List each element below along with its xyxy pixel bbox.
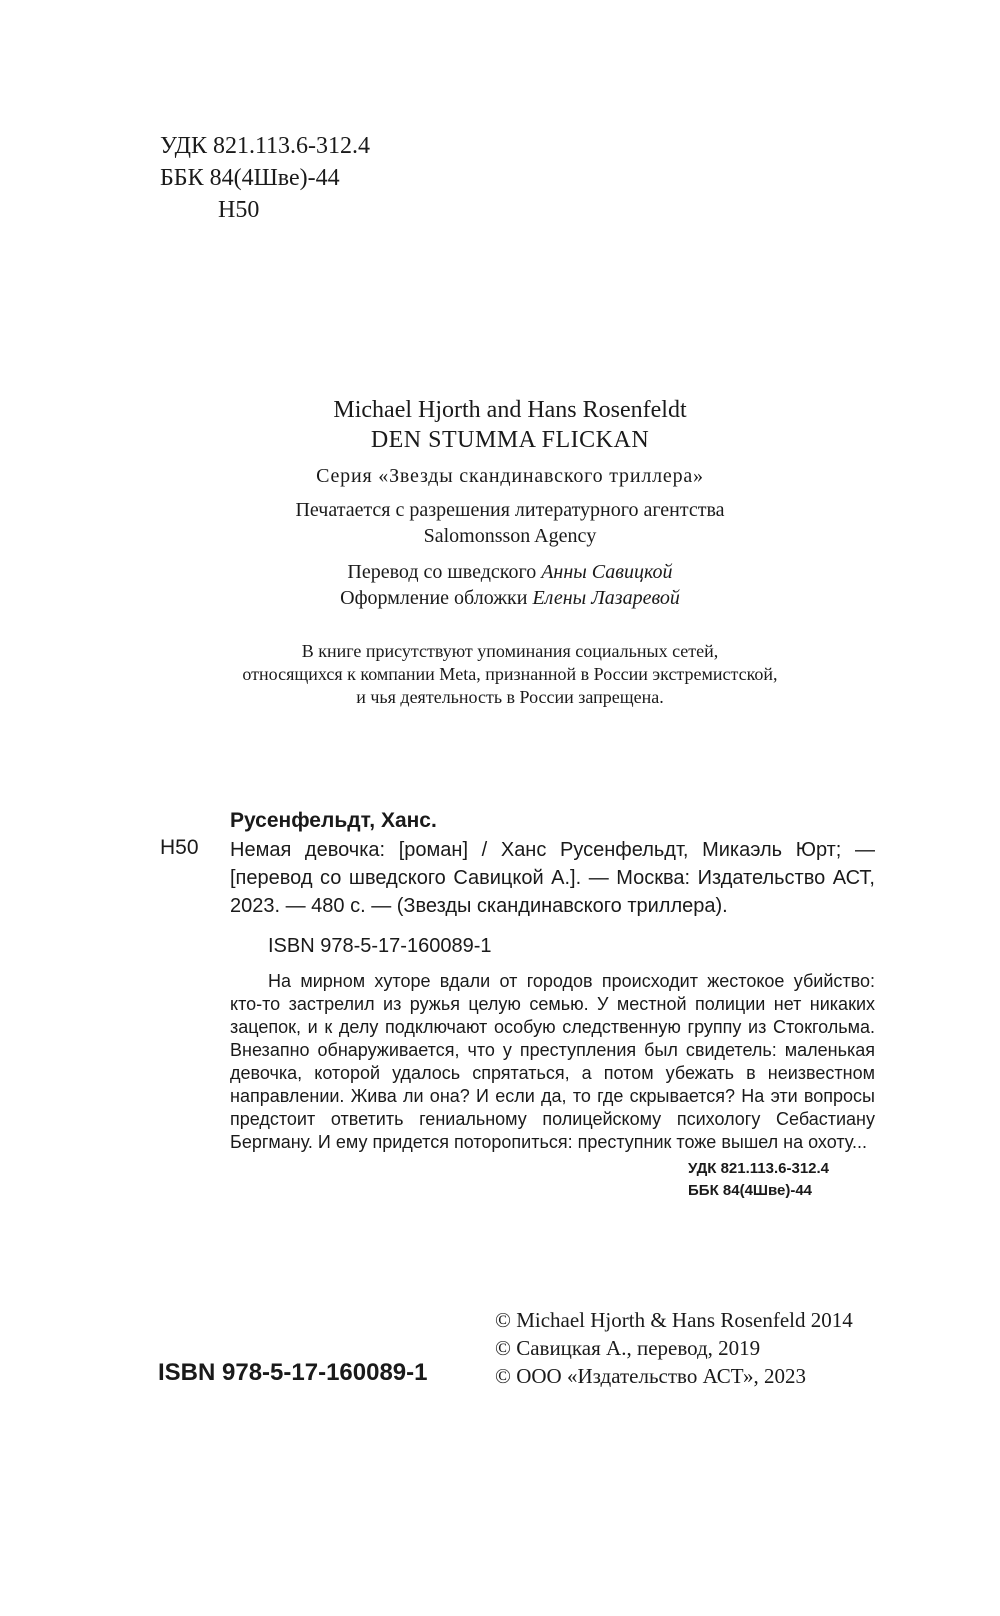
author-mark: Н50: [218, 197, 260, 223]
legal-notice: [160, 640, 860, 709]
record-index-mark: Н50: [160, 836, 199, 859]
translator-prefix: Перевод со шведского: [347, 561, 542, 583]
classification-codes-small: [230, 1158, 875, 1202]
original-title: DEN STUMMA FLICKAN: [370, 427, 650, 453]
copyright-line: © Michael Hjorth & Hans Rosenfeld 2014: [495, 1308, 853, 1332]
cover-designer-name: Елены Лазаревой: [532, 587, 680, 609]
record-author-heading: Русенфельдт, Ханс.: [230, 809, 437, 832]
permission-notice: [160, 497, 860, 549]
copyright-line: © Савицкая А., перевод, 2019: [495, 1336, 761, 1360]
notice-line: относящихся к компании Meta, признанной в России экстремистской,: [242, 664, 778, 684]
copyright-line: © ООО «Издательство АСТ», 2023: [495, 1364, 806, 1388]
series-line: Серия «Звезды скандинавского триллера»: [316, 465, 704, 487]
permission-line: Печатается с разрешения литературного агентства: [295, 499, 725, 521]
copyright-block: [495, 1306, 853, 1390]
bbk-code: ББК 84(4Шве)-44: [160, 165, 340, 191]
original-authors: Michael Hjorth and Hans Rosenfeldt: [333, 397, 687, 423]
translator-name: Анны Савицкой: [541, 561, 673, 583]
udk-code-small: УДК 821.113.6-312.4: [688, 1160, 830, 1177]
bibliographic-record: [230, 806, 875, 1202]
agency-name: Salomonsson Agency: [423, 525, 597, 547]
cover-prefix: Оформление обложки: [340, 587, 533, 609]
notice-line: В книге присутствуют упоминания социальных сетей,: [301, 641, 719, 661]
bbk-code-small: ББК 84(4Шве)-44: [688, 1182, 813, 1199]
record-isbn: ISBN 978-5-17-160089-1: [268, 935, 492, 957]
credits-block: [160, 395, 860, 611]
classification-codes-top: [160, 130, 370, 226]
notice-line: и чья деятельность в России запрещена.: [356, 687, 664, 707]
record-description: Немая девочка: [роман] / Ханс Русенфельдт, Микаэль Юрт; — [перевод со шведского Савицкой А.]. — Москва: Издательство АСТ, 2023. — 480 с. — (Звезды скандинавского триллера).: [230, 839, 875, 917]
cover-designer-line: [160, 585, 860, 611]
translator-line: [160, 559, 860, 585]
translation-credits: [160, 559, 860, 611]
book-annotation: На мирном хуторе вдали от городов происходит жестокое убийство: кто-то застрелил из ружья целую семью. У местной полиции нет никаких зацепок, и к делу подключают особую следственную группу из Стокгольма. Внезапно обнаруживается, что у преступления был свидетель: маленькая девочка, которой удалось спрятаться, а потом убежать в неизвестном направлении. Жива ли она? И если да, то где скрывается? На эти вопросы предстоит ответить гениальному полицейскому психологу Себастиану Бергману. И ему придется поторопиться: преступник тоже вышел на охоту...: [230, 971, 875, 1152]
isbn-main: ISBN 978-5-17-160089-1: [158, 1359, 428, 1386]
udk-code: УДК 821.113.6-312.4: [160, 133, 371, 159]
